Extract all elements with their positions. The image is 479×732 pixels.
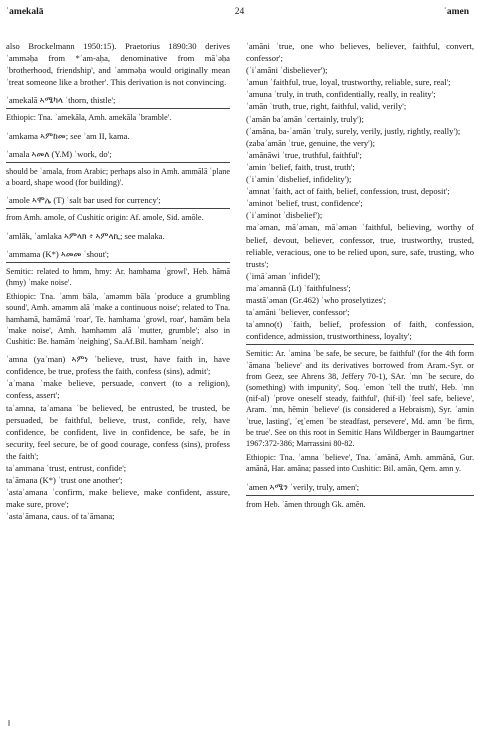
entry-line: ʾamole ኣሞሌ (T) ʿsalt bar used for currency';	[6, 195, 161, 206]
entry-line: (ʾimāʾǝman ʿinfidel');	[246, 270, 321, 281]
entry-line: ʾaʾmana ʿmake believe, persuade, convert (to a religion), confess, assert';	[6, 378, 230, 401]
etymology-note: from Amh. amole, of Cushitic origin: Af. amole, Sid. amōle.	[6, 208, 230, 223]
entry-line: taʾamna, taʾamana ʿbe believed, be entrusted, be trusted, be persuaded, be faithful, believe, trust, confide, rely, have confidence, be confident, live in confidence, be safe, be in security, feel secure, be of good courage, confess (sins), profess the faith';	[6, 402, 230, 461]
entry-line: (ʾiʾamin ʿdisbelief, infidelity');	[246, 174, 352, 185]
entry-line: ʾastaʾamana ʿconfirm, make believe, make confident, assure, make sure, prove';	[6, 487, 230, 510]
entry-line: ʾamen ኣሜን ʿverily, truly, amen';	[246, 481, 360, 492]
entry-line: taʾamno(t) ʿfaith, belief, profession of faith, confession, confidence, admission, trustworthiness, loyalty';	[246, 319, 474, 342]
entry-line: ʾamna (yaʾman) ኣምነ ʿbelieve, trust, have faith in, have confidence, be true, profess the faith, confess (sins), admit';	[6, 354, 230, 377]
entry-line: ʾamala ኣመለ (Y.M) ʿwork, do';	[6, 148, 112, 159]
entry-line: taʾammana ʿtrust, entrust, confide';	[6, 463, 127, 474]
entry-line: ʾamkama ኣምከመ; see ʾam II, kama.	[6, 130, 130, 141]
entry-line: taʾamāni ʿbeliever, confessor';	[246, 307, 350, 318]
right-column	[246, 40, 474, 510]
entry-line: ʾamlāk, ʾamlaka ኣምላክ ፥ ኣምላኪ; see malaka.	[6, 230, 165, 241]
entry-line: ʾamin ʿbelief, faith, trust, truth';	[246, 161, 355, 172]
entry-line: mastāʾǝman (Gr.462) ʿwho proselytizes';	[246, 294, 386, 305]
etymology-note: Semitic: Ar. ʾamina ʿbe safe, be secure, be faithful' (for the 4th form ʾāmana ʿbelieve' and its derivatives borrowed from Aram.-Syr. or from Geez, see Ahrens 38, Jeffery 70-1), SAr. ʾmn ʿbe secure, do (something) with impunity', Soq. ʾemon ʿtell the truth', Heb. ʾmn (nif-al) ʿprove oneself steady, faithful', (hif-il) ʿfeel safe, believe', Aram. ʾmn, hēmin ʿbelieve' (is considered a Hebraism), Syr. ʾamin ʿtrue, lasting', ʾeṯʾemen ʿbe steadfast, persevere', Md. amn ʿbe firm, be true'. See on this root in Semitic Hans Wildberger in Baumgartner 1967:372-386; Marrassini 80-82.	[246, 344, 474, 449]
etymology-note: from Heb. ʾāmen through Gk. amēn.	[246, 495, 474, 510]
entry-line: ʾamuna ʿtruly, in truth, confidentially, really, in reality';	[246, 89, 436, 100]
etymology-note: Semitic: related to hmm, hmy: Ar. hamhama ʿgrowl', Heb. hāmā (hmy) ʿmake noise'.	[6, 262, 230, 288]
entry-line: ʾamānāwi ʿtrue, truthful, faithful';	[246, 149, 362, 160]
entry-line: maʾǝman, māʾǝman, māʾǝmǝn ʿfaithful, believing, worthy of belief, devout, believer, confessor, true, trustworthy, trusted, reliable, veracious, one to be relied upon, sure, safe, trusting, who trusts';	[246, 222, 474, 269]
entry-line: (ʾiʾamāni ʿdisbeliever');	[246, 65, 328, 76]
etymology-note: Ethiopic: Tna. ʾamm bāla, ʾamǝmm bāla ʿproduce a grumbling sound', Amh. ǝmǝmm alā ʿmake a continuous noise'; related to Tna. hamhamā, hamāmā ʿroar', Te. hamhama ʿgrowl, roar', hamām bela ʿmake noise', Amh. hǝmhǝmm alā ʿmutter, grumble'; also in Cushitic: Be. hamām ʿneighing', Sa.Af.Bil. hamham ʿneigh'.	[6, 292, 230, 346]
entry-line: ʾamekalā ኣሜካላ ʿthorn, thistle';	[6, 95, 116, 106]
corner-mark: ǁ	[8, 719, 11, 728]
entry-line: (ʾamān baʾamān ʿcertainly, truly');	[246, 113, 364, 124]
etymology-note: should be ʿamala, from Arabic; perhaps also in Amh. ammālā ʿplane a board, shape wood (for building)'.	[6, 162, 230, 188]
entry-line: ʾastaʾāmana, caus. of taʾāmana;	[6, 511, 115, 522]
left-column	[6, 40, 230, 522]
page-number: 24	[234, 7, 245, 17]
entry-line: (zabaʾamān ʿtrue, genuine, the very');	[246, 137, 375, 148]
entry-line: also Brockelmann 1950:15). Praetorius 1890:30 derives ʾammǝḥa from *ʾam-aḥa, denominative from māʾǝḥa ʿbrotherhood, friendship', and ʾammǝḥa would originally mean ʿtreat someone like a brother'. This derivation is not convincing.	[6, 41, 230, 88]
running-head-left: ʾamekalā	[6, 7, 44, 17]
entry-line: ʾamān ʿtruth, true, right, faithful, valid, verily';	[246, 101, 407, 112]
entry-line: ʾamun ʿfaithful, true, loyal, trustworthy, reliable, sure, real';	[246, 77, 451, 88]
entry-line: (ʾiʾaminot ʿdisbelief');	[246, 210, 323, 221]
entry-line: (ʾamāna, ba-ʾamān ʿtruly, surely, verily, justly, rightly, really');	[246, 125, 461, 136]
etymology-note: Ethiopic: Tna. ʾamekāla, Amh. amekāla ʿbramble'.	[6, 108, 230, 123]
etymology-note: Ethiopic: Tna. ʾamna ʿbelieve', Tna. ʾamānā, Amh. ammānā, Gur. amānā, Har. amāna; passed into Cushitic: Bil. amān, Qem. amn y.	[246, 453, 474, 474]
entry-line: ʾaminot ʿbelief, trust, confidence';	[246, 198, 363, 209]
entry-line: ʾamnat ʿfaith, act of faith, belief, confession, trust, deposit';	[246, 186, 450, 197]
entry-line: ʾammama (K*) ኣመመ ʿshout';	[6, 248, 110, 259]
entry-line: maʾǝmannā (Lt) ʿfaithfulness';	[246, 282, 351, 293]
entry-line: ʾamāni ʿtrue, one who believes, believer, faithful, convert, confessor';	[246, 41, 474, 64]
running-head-right: ʾamen	[443, 7, 469, 17]
entry-line: taʾāmana (K*) ʿtrust one another';	[6, 475, 123, 486]
